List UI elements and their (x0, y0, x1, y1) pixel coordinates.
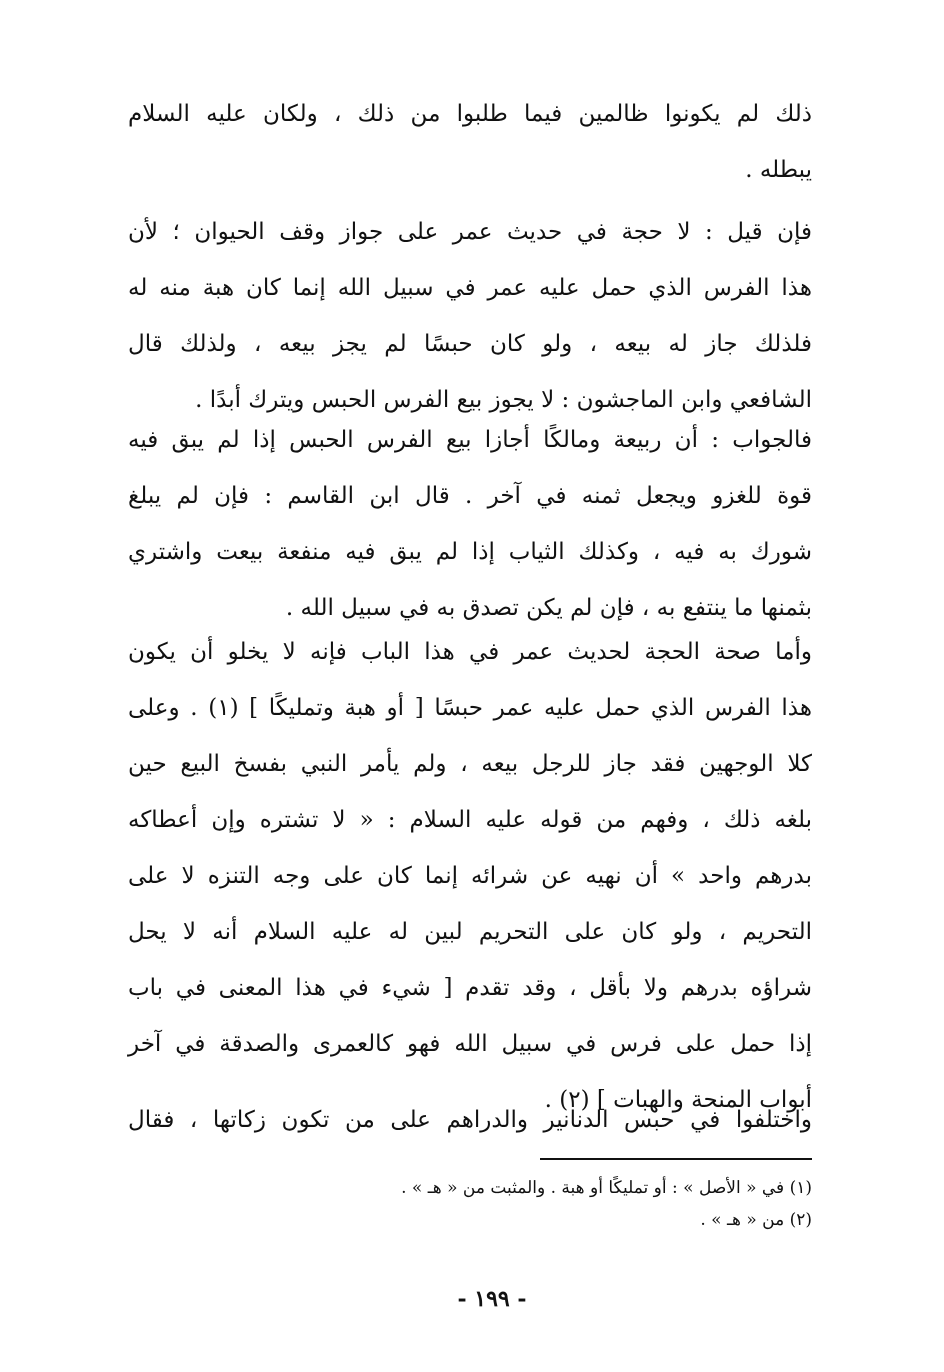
text-line: بلغه ذلك ، وفهم من قوله عليه السلام : « لا تشتره وإن أعطاكه (128, 807, 812, 833)
paragraph-2 (128, 204, 812, 428)
text-line: قوة للغزو ويجعل ثمنه في آخر . قال ابن القاسم : فإن لم يبلغ (128, 483, 812, 509)
paragraph-5 (128, 1092, 812, 1148)
page-number: - ١٩٩ - (457, 1286, 527, 1312)
text-line: إذا حمل على فرس في سبيل الله فهو كالعمرى والصدقة في آخر (128, 1031, 812, 1057)
text-line: وأما صحة الحجة لحديث عمر في هذا الباب فإنه لا يخلو أن يكون (128, 639, 812, 665)
text-line: الشافعي وابن الماجشون : لا يجوز بيع الفرس الحبس ويترك أبدًا . (195, 387, 812, 413)
paragraph-1 (128, 86, 812, 198)
text-line: شورك به فيه ، وكذلك الثياب إذا لم يبق فيه منفعة بيعت واشتري (128, 539, 812, 565)
text-line: بدرهم واحد » أن نهيه عن شرائه إنما كان على وجه التنزه لا على (128, 863, 812, 889)
text-line: بثمنها ما ينتفع به ، فإن لم يكن تصدق به في سبيل الله . (285, 595, 812, 621)
text-line: فإن قيل : لا حجة في حديث عمر على جواز وقف الحيوان ؛ لأن (128, 219, 812, 245)
text-line: يبطله . (745, 157, 812, 183)
text-line: كلا الوجهين فقد جاز للرجل بيعه ، ولم يأمر النبي بفسخ البيع حين (128, 751, 812, 777)
footnote-1: (١) في « الأصل » : أو تمليكًا أو هبة . والمثبت من « هـ » . (401, 1178, 812, 1198)
text-line: فالجواب : أن ربيعة ومالكًا أجازا بيع الفرس الحبس إذا لم يبق فيه (128, 427, 812, 453)
footnotes (300, 1172, 812, 1236)
text-line: هذا الفرس الذي حمل عليه عمر في سبيل الله إنما كان هبة منه له (128, 275, 812, 301)
text-line: ذلك لم يكونوا ظالمين فيما طلبوا من ذلك ، ولكان عليه السلام (128, 101, 812, 127)
text-line: شراؤه بدرهم ولا بأقل ، وقد تقدم [ شيء في هذا المعنى في باب (128, 975, 812, 1001)
text-line: فلذلك جاز له بيعه ، ولو كان حبسًا لم يجز بيعه ، ولذلك قال (128, 331, 812, 357)
text-line: التحريم ، ولو كان على التحريم لبين له عليه السلام أنه لا يحل (128, 919, 812, 945)
text-line: هذا الفرس الذي حمل عليه عمر حبسًا [ أو هبة وتمليكًا ] (١) . وعلى (128, 695, 813, 721)
text-line: واختلفوا في حبس الدنانير والدراهم على من تكون زكاتها ، فقال (128, 1107, 812, 1133)
footnote-2: (٢) من « هـ » . (700, 1210, 812, 1230)
paragraph-4 (128, 624, 812, 1128)
footnote-separator (540, 1158, 812, 1160)
text-line: أبواب المنحة والهبات ] (٢) . (544, 1087, 812, 1113)
paragraph-3 (128, 412, 812, 636)
